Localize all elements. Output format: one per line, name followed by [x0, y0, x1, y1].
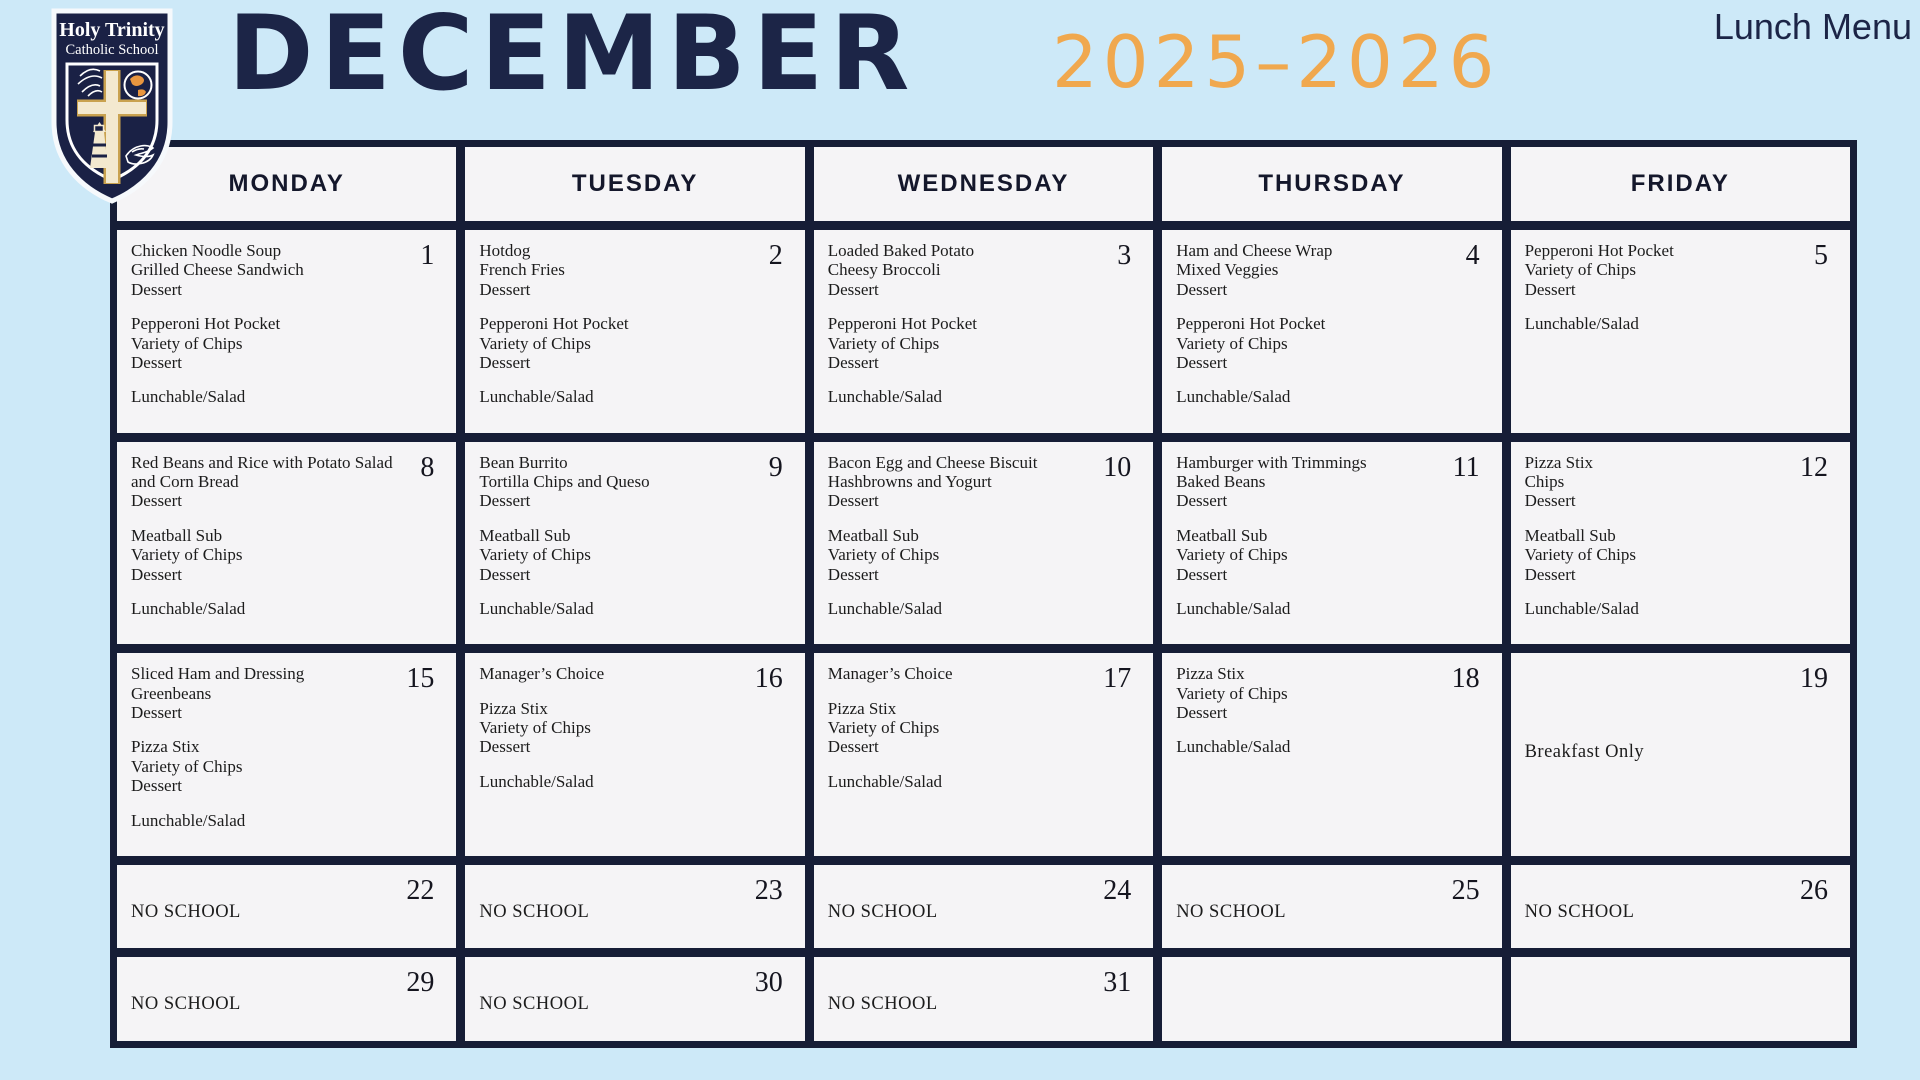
menu-line: Loaded Baked Potato: [827, 241, 975, 260]
menu-line: Lunchable/Salad: [1176, 387, 1291, 407]
day-number: 1: [420, 240, 435, 271]
menu-line: Dessert: [131, 491, 182, 511]
calendar-cell-8: [117, 442, 456, 645]
menu-group: [1525, 314, 1801, 333]
menu-line: Variety of Chips: [479, 333, 591, 353]
day-number: 30: [754, 967, 783, 999]
menu-line: Dessert: [131, 352, 182, 372]
menu-group: [131, 811, 407, 830]
menu-line: Greenbeans: [131, 683, 212, 703]
menu-line: Meatball Sub: [827, 525, 919, 545]
weekday-header-wednesday: WEDNESDAY: [814, 147, 1153, 221]
menu-line: Meatball Sub: [1176, 525, 1268, 545]
menu-group: [1176, 387, 1452, 406]
menu-line: Pepperoni Hot Pocket: [827, 314, 977, 334]
note-label: Breakfast Only: [1524, 742, 1645, 763]
menu-line: Variety of Chips: [827, 333, 940, 353]
menu-line: Cheesy Broccoli: [827, 260, 941, 280]
menu-line: Pizza Stix: [827, 698, 897, 718]
menu-line: Lunchable/Salad: [827, 387, 943, 407]
menu-items: [131, 453, 407, 619]
menu-line: Lunchable/Salad: [131, 387, 246, 407]
menu-group: [828, 699, 1104, 757]
menu-group: [131, 599, 407, 618]
menu-group: [131, 453, 407, 511]
weekday-header-friday: FRIDAY: [1511, 147, 1850, 221]
menu-line: Lunchable/Salad: [827, 598, 943, 618]
menu-items: [1525, 241, 1801, 334]
menu-group: [479, 387, 755, 406]
calendar-cell-15: [117, 653, 456, 856]
menu-group: [131, 664, 407, 722]
day-number: 22: [406, 874, 435, 906]
menu-line: Variety of Chips: [479, 718, 591, 737]
menu-items: [1176, 664, 1452, 757]
menu-line: Dessert: [131, 776, 182, 796]
menu-group: [479, 526, 755, 584]
menu-line: Dessert: [827, 491, 879, 511]
menu-line: Variety of Chips: [827, 718, 940, 737]
day-number: 9: [768, 451, 783, 483]
calendar-cell-empty: [1511, 957, 1850, 1041]
menu-group: [131, 241, 407, 299]
calendar-cell-11: [1162, 442, 1501, 645]
calendar-cell-30: [465, 957, 804, 1041]
menu-line: Manager’s Choice: [827, 664, 953, 684]
menu-items: [131, 241, 407, 407]
menu-line: Dessert: [479, 491, 531, 511]
day-number: 8: [420, 451, 435, 483]
menu-line: Lunchable/Salad: [1524, 598, 1639, 618]
menu-line: Bean Burrito: [479, 452, 568, 472]
logo-school-subname: Catholic School: [65, 42, 159, 58]
year-range: 2025–2026: [1052, 20, 1500, 104]
menu-line: Pepperoni Hot Pocket: [1524, 241, 1674, 260]
calendar-cell-1: [117, 230, 456, 433]
calendar-cell-29: [117, 957, 456, 1041]
day-number: 5: [1813, 240, 1828, 271]
menu-group: [1525, 241, 1801, 299]
calendar-cell-10: [814, 442, 1153, 645]
menu-items: [1176, 453, 1452, 619]
note-label: NO SCHOOL: [131, 901, 241, 922]
day-number: 31: [1103, 967, 1132, 999]
menu-items: [1525, 453, 1801, 619]
menu-line: Hotdog: [479, 241, 531, 260]
menu-line: Manager’s Choice: [479, 664, 605, 684]
menu-group: [479, 599, 755, 618]
menu-line: Lunchable/Salad: [1176, 737, 1291, 757]
calendar-cell-12: [1511, 442, 1850, 645]
menu-line: Dessert: [1524, 279, 1576, 299]
day-number: 29: [406, 967, 435, 999]
menu-line: Dessert: [131, 564, 182, 584]
menu-line: Lunchable/Salad: [479, 598, 594, 618]
menu-line: Pepperoni Hot Pocket: [479, 314, 629, 334]
note-label: NO SCHOOL: [131, 994, 241, 1015]
menu-line: Variety of Chips: [827, 545, 940, 565]
menu-group: [131, 526, 407, 584]
menu-line: Lunchable/Salad: [1176, 598, 1291, 618]
note-label: NO SCHOOL: [1176, 901, 1287, 922]
menu-line: Dessert: [131, 703, 182, 722]
day-number: 11: [1452, 451, 1480, 483]
note-label: NO SCHOOL: [1524, 901, 1635, 922]
day-number: 4: [1465, 240, 1480, 271]
menu-line: Dessert: [479, 737, 531, 757]
day-number: 3: [1117, 240, 1132, 271]
menu-line: Dessert: [479, 279, 531, 299]
day-number: 16: [754, 663, 783, 695]
day-number: 2: [768, 240, 783, 271]
day-number: 26: [1799, 874, 1828, 906]
calendar-cell-5: [1511, 230, 1850, 433]
menu-line: Dessert: [1176, 491, 1228, 511]
weekday-header-thursday: THURSDAY: [1162, 147, 1501, 221]
menu-group: [828, 453, 1104, 511]
menu-items: [131, 664, 407, 830]
day-number: 15: [406, 663, 435, 695]
calendar-cell-24: [814, 865, 1153, 949]
menu-line: Lunchable/Salad: [479, 387, 594, 407]
weekday-header-monday: MONDAY: [117, 147, 456, 221]
menu-group: [828, 241, 1104, 299]
calendar-cell-4: [1162, 230, 1501, 433]
menu-line: Pizza Stix: [1176, 664, 1245, 684]
menu-line: Variety of Chips: [479, 545, 591, 565]
menu-line: Meatball Sub: [479, 525, 571, 545]
menu-line: Pizza Stix: [479, 698, 548, 718]
menu-items: [479, 241, 755, 407]
menu-group: [479, 664, 755, 683]
menu-line: Red Beans and Rice with Potato Salad and Corn Bread: [131, 452, 393, 491]
menu-line: Dessert: [827, 564, 879, 584]
calendar-cell-23: [465, 865, 804, 949]
menu-group: [131, 314, 407, 372]
note-label: NO SCHOOL: [827, 901, 938, 922]
menu-group: [1176, 453, 1452, 511]
menu-line: Pepperoni Hot Pocket: [1176, 314, 1326, 334]
menu-line: French Fries: [479, 260, 565, 280]
menu-line: Variety of Chips: [131, 545, 243, 565]
day-number: 12: [1799, 451, 1828, 483]
day-number: 10: [1103, 451, 1132, 483]
menu-group: [479, 699, 755, 757]
menu-group: [1176, 599, 1452, 618]
menu-group: [828, 599, 1104, 618]
menu-line: Chips: [1524, 472, 1565, 491]
menu-line: Lunchable/Salad: [1524, 314, 1639, 334]
menu-line: Variety of Chips: [131, 333, 243, 353]
weekday-header-tuesday: TUESDAY: [465, 147, 804, 221]
day-number: 17: [1103, 663, 1132, 695]
menu-items: [479, 453, 755, 619]
calendar-grid: [110, 140, 1857, 1048]
day-number: 18: [1451, 663, 1480, 695]
calendar-cell-16: [465, 653, 804, 856]
menu-line: Meatball Sub: [131, 525, 223, 545]
menu-line: Lunchable/Salad: [131, 598, 246, 618]
menu-line: Mixed Veggies: [1176, 260, 1279, 280]
calendar-cell-9: [465, 442, 804, 645]
menu-line: Variety of Chips: [131, 756, 243, 776]
day-number: 23: [754, 874, 783, 906]
menu-group: [828, 526, 1104, 584]
menu-line: Dessert: [131, 279, 182, 299]
menu-line: Variety of Chips: [1176, 333, 1288, 353]
menu-line: Meatball Sub: [1524, 525, 1616, 545]
note-label: NO SCHOOL: [479, 901, 590, 922]
menu-line: Baked Beans: [1176, 472, 1266, 491]
menu-line: Pizza Stix: [131, 737, 200, 757]
menu-line: Ham and Cheese Wrap: [1176, 241, 1333, 260]
menu-line: Dessert: [827, 352, 879, 372]
menu-line: Hashbrowns and Yogurt: [827, 472, 992, 491]
menu-group: [828, 387, 1104, 406]
note-label: NO SCHOOL: [479, 994, 590, 1015]
menu-line: Tortilla Chips and Queso: [479, 472, 650, 491]
calendar-cell-22: [117, 865, 456, 949]
menu-items: [828, 241, 1104, 407]
menu-group: [1176, 664, 1452, 722]
menu-group: [1525, 453, 1801, 511]
calendar-cell-3: [814, 230, 1153, 433]
logo-school-name: Holy Trinity: [59, 19, 165, 41]
menu-line: Grilled Cheese Sandwich: [131, 260, 304, 280]
school-logo: [46, 4, 178, 208]
menu-group: [1176, 241, 1452, 299]
menu-group: [828, 772, 1104, 791]
menu-line: Lunchable/Salad: [827, 771, 943, 791]
menu-group: [479, 453, 755, 511]
menu-group: [1525, 526, 1801, 584]
menu-group: [828, 314, 1104, 372]
menu-line: Variety of Chips: [1524, 545, 1637, 565]
menu-line: Dessert: [1176, 703, 1228, 722]
menu-line: Dessert: [1524, 491, 1576, 511]
menu-line: Bacon Egg and Cheese Biscuit: [827, 452, 1038, 472]
menu-line: Chicken Noodle Soup: [131, 241, 282, 260]
day-number: 19: [1799, 663, 1828, 695]
menu-group: [479, 314, 755, 372]
menu-items: [828, 664, 1104, 791]
menu-group: [1176, 737, 1452, 756]
menu-line: Dessert: [1524, 564, 1576, 584]
menu-line: Pizza Stix: [1524, 452, 1594, 472]
calendar-cell-18: [1162, 653, 1501, 856]
menu-line: Dessert: [1176, 352, 1228, 372]
menu-line: Dessert: [479, 564, 531, 584]
menu-line: Dessert: [827, 279, 879, 299]
school-crest-icon: [46, 4, 178, 208]
menu-line: Lunchable/Salad: [131, 810, 246, 830]
menu-line: Dessert: [1176, 564, 1228, 584]
menu-line: Variety of Chips: [1524, 260, 1637, 280]
calendar-cell-19: [1511, 653, 1850, 856]
menu-group: [479, 241, 755, 299]
menu-line: Dessert: [827, 737, 879, 757]
menu-line: Hamburger with Trimmings: [1176, 452, 1367, 472]
menu-line: Dessert: [1176, 279, 1228, 299]
calendar-cell-31: [814, 957, 1153, 1041]
menu-line: Variety of Chips: [1176, 545, 1288, 565]
calendar-cell-25: [1162, 865, 1501, 949]
menu-group: [828, 664, 1104, 683]
day-number: 25: [1451, 874, 1480, 906]
menu-group: [1525, 599, 1801, 618]
menu-group: [131, 387, 407, 406]
menu-items: [828, 453, 1104, 619]
menu-group: [1176, 314, 1452, 372]
calendar-cell-26: [1511, 865, 1850, 949]
menu-line: Sliced Ham and Dressing: [131, 664, 305, 684]
menu-line: Variety of Chips: [1176, 683, 1288, 703]
menu-group: [1176, 526, 1452, 584]
note-label: NO SCHOOL: [827, 994, 938, 1015]
calendar-cell-17: [814, 653, 1153, 856]
menu-items: [1176, 241, 1452, 407]
menu-line: Lunchable/Salad: [479, 771, 594, 791]
menu-type-label: Lunch Menu: [1713, 6, 1912, 47]
menu-line: Pepperoni Hot Pocket: [131, 314, 281, 334]
menu-group: [479, 772, 755, 791]
calendar-cell-empty: [1162, 957, 1501, 1041]
calendar-cell-2: [465, 230, 804, 433]
menu-line: Dessert: [479, 352, 531, 372]
day-number: 24: [1103, 874, 1132, 906]
menu-group: [131, 737, 407, 795]
month-title: DECEMBER: [228, 0, 917, 114]
menu-items: [479, 664, 755, 791]
